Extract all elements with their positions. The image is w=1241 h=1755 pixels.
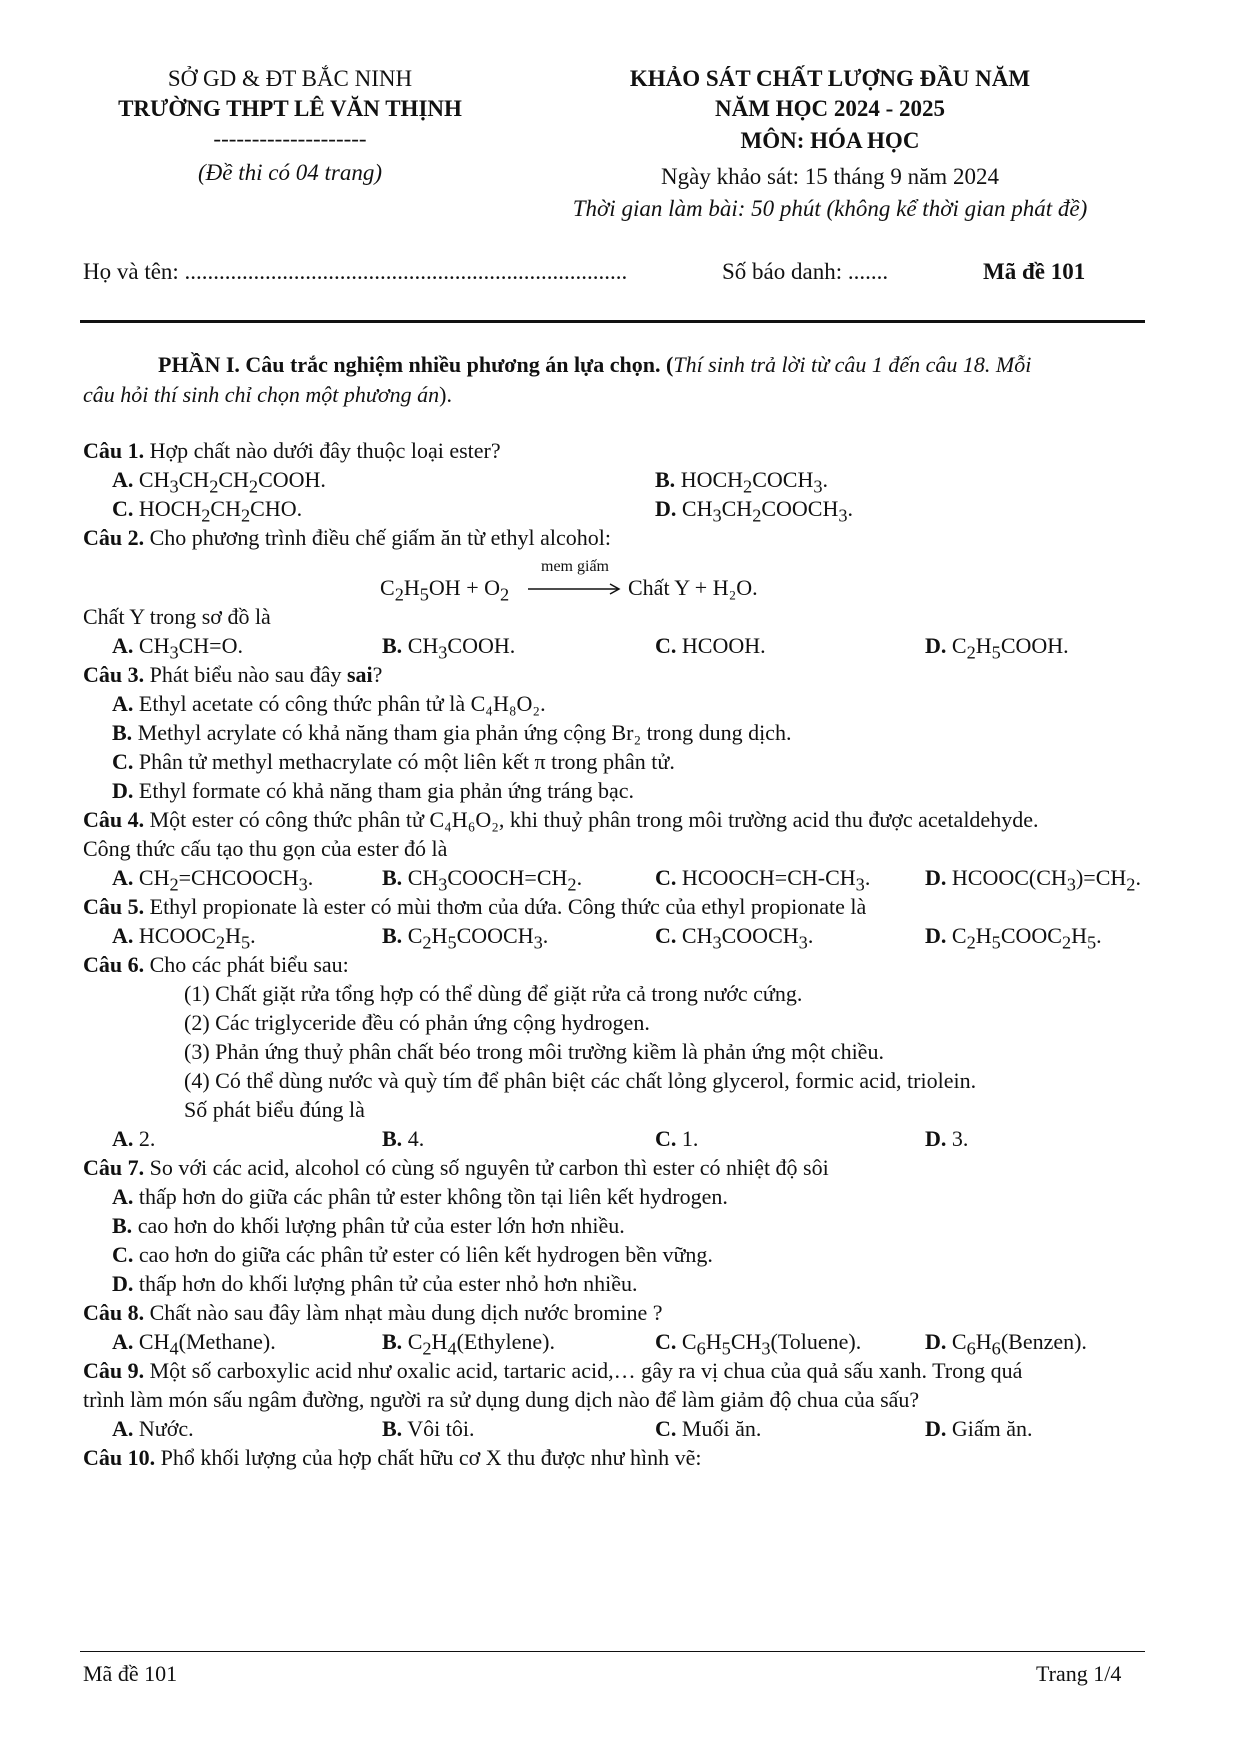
q6-statement-2: (2) Các triglyceride đều có phản ứng cộng hydrogen. — [184, 1010, 650, 1035]
q6-option-a: A. 2. — [112, 1126, 156, 1151]
q9-option-a: A. Nước. — [112, 1416, 194, 1441]
q8-option-d: D. $C_6H_6(Benzen)$. — [925, 1329, 1087, 1359]
q1-option-b: B. $HOCH_2COCH_3$. — [655, 467, 828, 497]
exam-date: Ngày khảo sát: 15 tháng 9 năm 2024 — [661, 164, 999, 189]
q2-option-b: B. $CH_3COOH$. — [382, 633, 516, 663]
footer-page-number: Trang 1/4 — [1036, 1661, 1122, 1686]
q3-option-d: D. Ethyl formate có khả năng tham gia phản ứng tráng bạc. — [112, 778, 635, 803]
q5-option-b: B. $C_2H_5COOCH_3$. — [382, 923, 549, 953]
question-2: Câu 2. Cho phương trình điều chế giấm ăn từ ethyl alcohol: — [83, 525, 611, 550]
q6-option-d: D. 3. — [925, 1126, 969, 1151]
question-8: Câu 8. Chất nào sau đây làm nhạt màu dung dịch nước bromine ? — [83, 1300, 663, 1325]
q2-option-a: A. $CH_3CH=O$. — [112, 633, 243, 663]
q3-option-b: B. Methyl acrylate có khả năng tham gia phản ứng cộng Br₂ trong dung dịch. — [112, 720, 792, 745]
q2-option-c: C. HCOOH. — [655, 633, 766, 658]
question-5: Câu 5. Ethyl propionate là ester có mùi thơm của dứa. Công thức của ethyl propionate là — [83, 894, 867, 919]
q8-option-c: C. $C_6H_5CH_3(Toluene)$. — [655, 1329, 862, 1359]
question-1: Câu 1. Hợp chất nào dưới đây thuộc loại ester? — [83, 438, 501, 463]
question-4: Câu 4. Một ester có công thức phân tử C₄H₆O₂, khi thuỷ phân trong môi trường acid thu được acetaldehyde. — [83, 807, 1039, 832]
q7-option-a: A. thấp hơn do giữa các phân tử ester không tồn tại liên kết hydrogen. — [112, 1184, 728, 1209]
q2-option-d: D. $C_2H_5COOH$. — [925, 633, 1069, 663]
q6-statement-4: (4) Có thể dùng nước và quỳ tím để phân biệt các chất lỏng glycerol, formic acid, triolein. — [184, 1068, 977, 1093]
q3-option-c: C. Phân tử methyl methacrylate có một liên kết π trong phân tử. — [112, 749, 675, 774]
q2-arrow-label: mem giấm — [541, 558, 609, 575]
q1-option-d: D. $CH_3CH_2COOCH_3$. — [655, 496, 854, 526]
q6-statement-3: (3) Phản ứng thuỷ phân chất béo trong môi trường kiềm là phản ứng một chiều. — [184, 1039, 884, 1064]
exam-code: Mã đề 101 — [983, 259, 1086, 284]
q4-option-a: A. $CH_2=CHCOOCH_3$. — [112, 865, 314, 895]
question-6: Câu 6. Cho các phát biểu sau: — [83, 952, 349, 977]
q3-option-a: A. Ethyl acetate có công thức phân tử là C₄H₈O₂. — [112, 691, 546, 716]
exam-title: KHẢO SÁT CHẤT LƯỢNG ĐẦU NĂM — [629, 66, 1031, 91]
question-9: Câu 9. Một số carboxylic acid như oxalic acid, tartaric acid,… gây ra vị chua của quả sấu xanh. Trong quá — [83, 1358, 1023, 1383]
q2-stem: Chất Y trong sơ đồ là — [83, 604, 271, 629]
student-name-field: Họ và tên: ............................................................................. — [83, 259, 628, 284]
q2-equation-right: Chất Y + H₂O. — [628, 575, 758, 600]
arrow-right-icon — [528, 582, 624, 601]
header-dashes: -------------------- — [213, 126, 367, 151]
q6-option-c: C. 1. — [655, 1126, 699, 1151]
q5-option-d: D. $C_2H_5COOC_2H_5$. — [925, 923, 1102, 953]
school-department: SỞ GD & ĐT BẮC NINH — [167, 66, 413, 91]
q7-option-d: D. thấp hơn do khối lượng phân tử của ester nhỏ hơn nhiều. — [112, 1271, 638, 1296]
question-7: Câu 7. So với các acid, alcohol có cùng số nguyên tử carbon thì ester có nhiệt độ sôi — [83, 1155, 829, 1180]
q1-option-a: A. $CH_3CH_2CH_2COOH$. — [112, 467, 326, 497]
q6-option-b: B. 4. — [382, 1126, 425, 1151]
q4-option-b: B. $CH_3COOCH=CH_2$. — [382, 865, 583, 895]
q2-equation-left: $C_2H_5OH + O_2$ — [380, 575, 510, 605]
q6-stem: Số phát biểu đúng là — [184, 1097, 365, 1122]
q8-option-b: B. $C_2H_4(Ethylene)$. — [382, 1329, 555, 1359]
q5-option-a: A. $HCOOC_2H_5$. — [112, 923, 256, 953]
exam-duration: Thời gian làm bài: 50 phút (không kể thời gian phát đề) — [572, 196, 1088, 221]
question-9-cont: trình làm món sấu ngâm đường, người ra sử dụng dung dịch nào để làm giảm độ chua của sấu? — [83, 1387, 920, 1412]
part1-heading: PHẦN I. Câu trắc nghiệm nhiều phương án lựa chọn. (Thí sinh trả lời từ câu 1 đến câu 18. Mỗi — [158, 352, 1032, 377]
header-divider — [80, 320, 1145, 323]
q9-option-c: C. Muối ăn. — [655, 1416, 762, 1441]
footer-exam-code: Mã đề 101 — [83, 1661, 178, 1686]
q4-option-c: C. $HCOOCH=CH-CH_3$. — [655, 865, 871, 895]
q7-option-c: C. cao hơn do giữa các phân tử ester có liên kết hydrogen bền vững. — [112, 1242, 713, 1267]
question-4-cont: Công thức cấu tạo thu gọn của ester đó là — [83, 836, 448, 861]
question-3: Câu 3. Phát biểu nào sau đây sai? — [83, 662, 383, 687]
q9-option-d: D. Giấm ăn. — [925, 1416, 1033, 1441]
school-year: NĂM HỌC 2024 - 2025 — [715, 96, 945, 121]
q1-option-c: C. $HOCH_2CH_2CHO$. — [112, 496, 303, 526]
subject: MÔN: HÓA HỌC — [740, 128, 920, 153]
student-id-field: Số báo danh: ....... — [722, 259, 889, 284]
part1-note: câu hỏi thí sinh chỉ chọn một phương án). — [83, 382, 452, 407]
school-name: TRƯỜNG THPT LÊ VĂN THỊNH — [118, 96, 462, 121]
q4-option-d: D. $HCOOC(CH_3)=CH_2$. — [925, 865, 1141, 895]
q8-option-a: A. $CH_4(Methane)$. — [112, 1329, 276, 1359]
q9-option-b: B. Vôi tôi. — [382, 1416, 475, 1441]
page-count-note: (Đề thi có 04 trang) — [198, 160, 382, 185]
q5-option-c: C. $CH_3COOCH_3$. — [655, 923, 814, 953]
footer-divider — [80, 1651, 1145, 1652]
q6-statement-1: (1) Chất giặt rửa tổng hợp có thể dùng để giặt rửa cả trong nước cứng. — [184, 981, 803, 1006]
question-10: Câu 10. Phổ khối lượng của hợp chất hữu cơ X thu được như hình vẽ: — [83, 1445, 702, 1470]
q7-option-b: B. cao hơn do khối lượng phân tử của ester lớn hơn nhiều. — [112, 1213, 625, 1238]
